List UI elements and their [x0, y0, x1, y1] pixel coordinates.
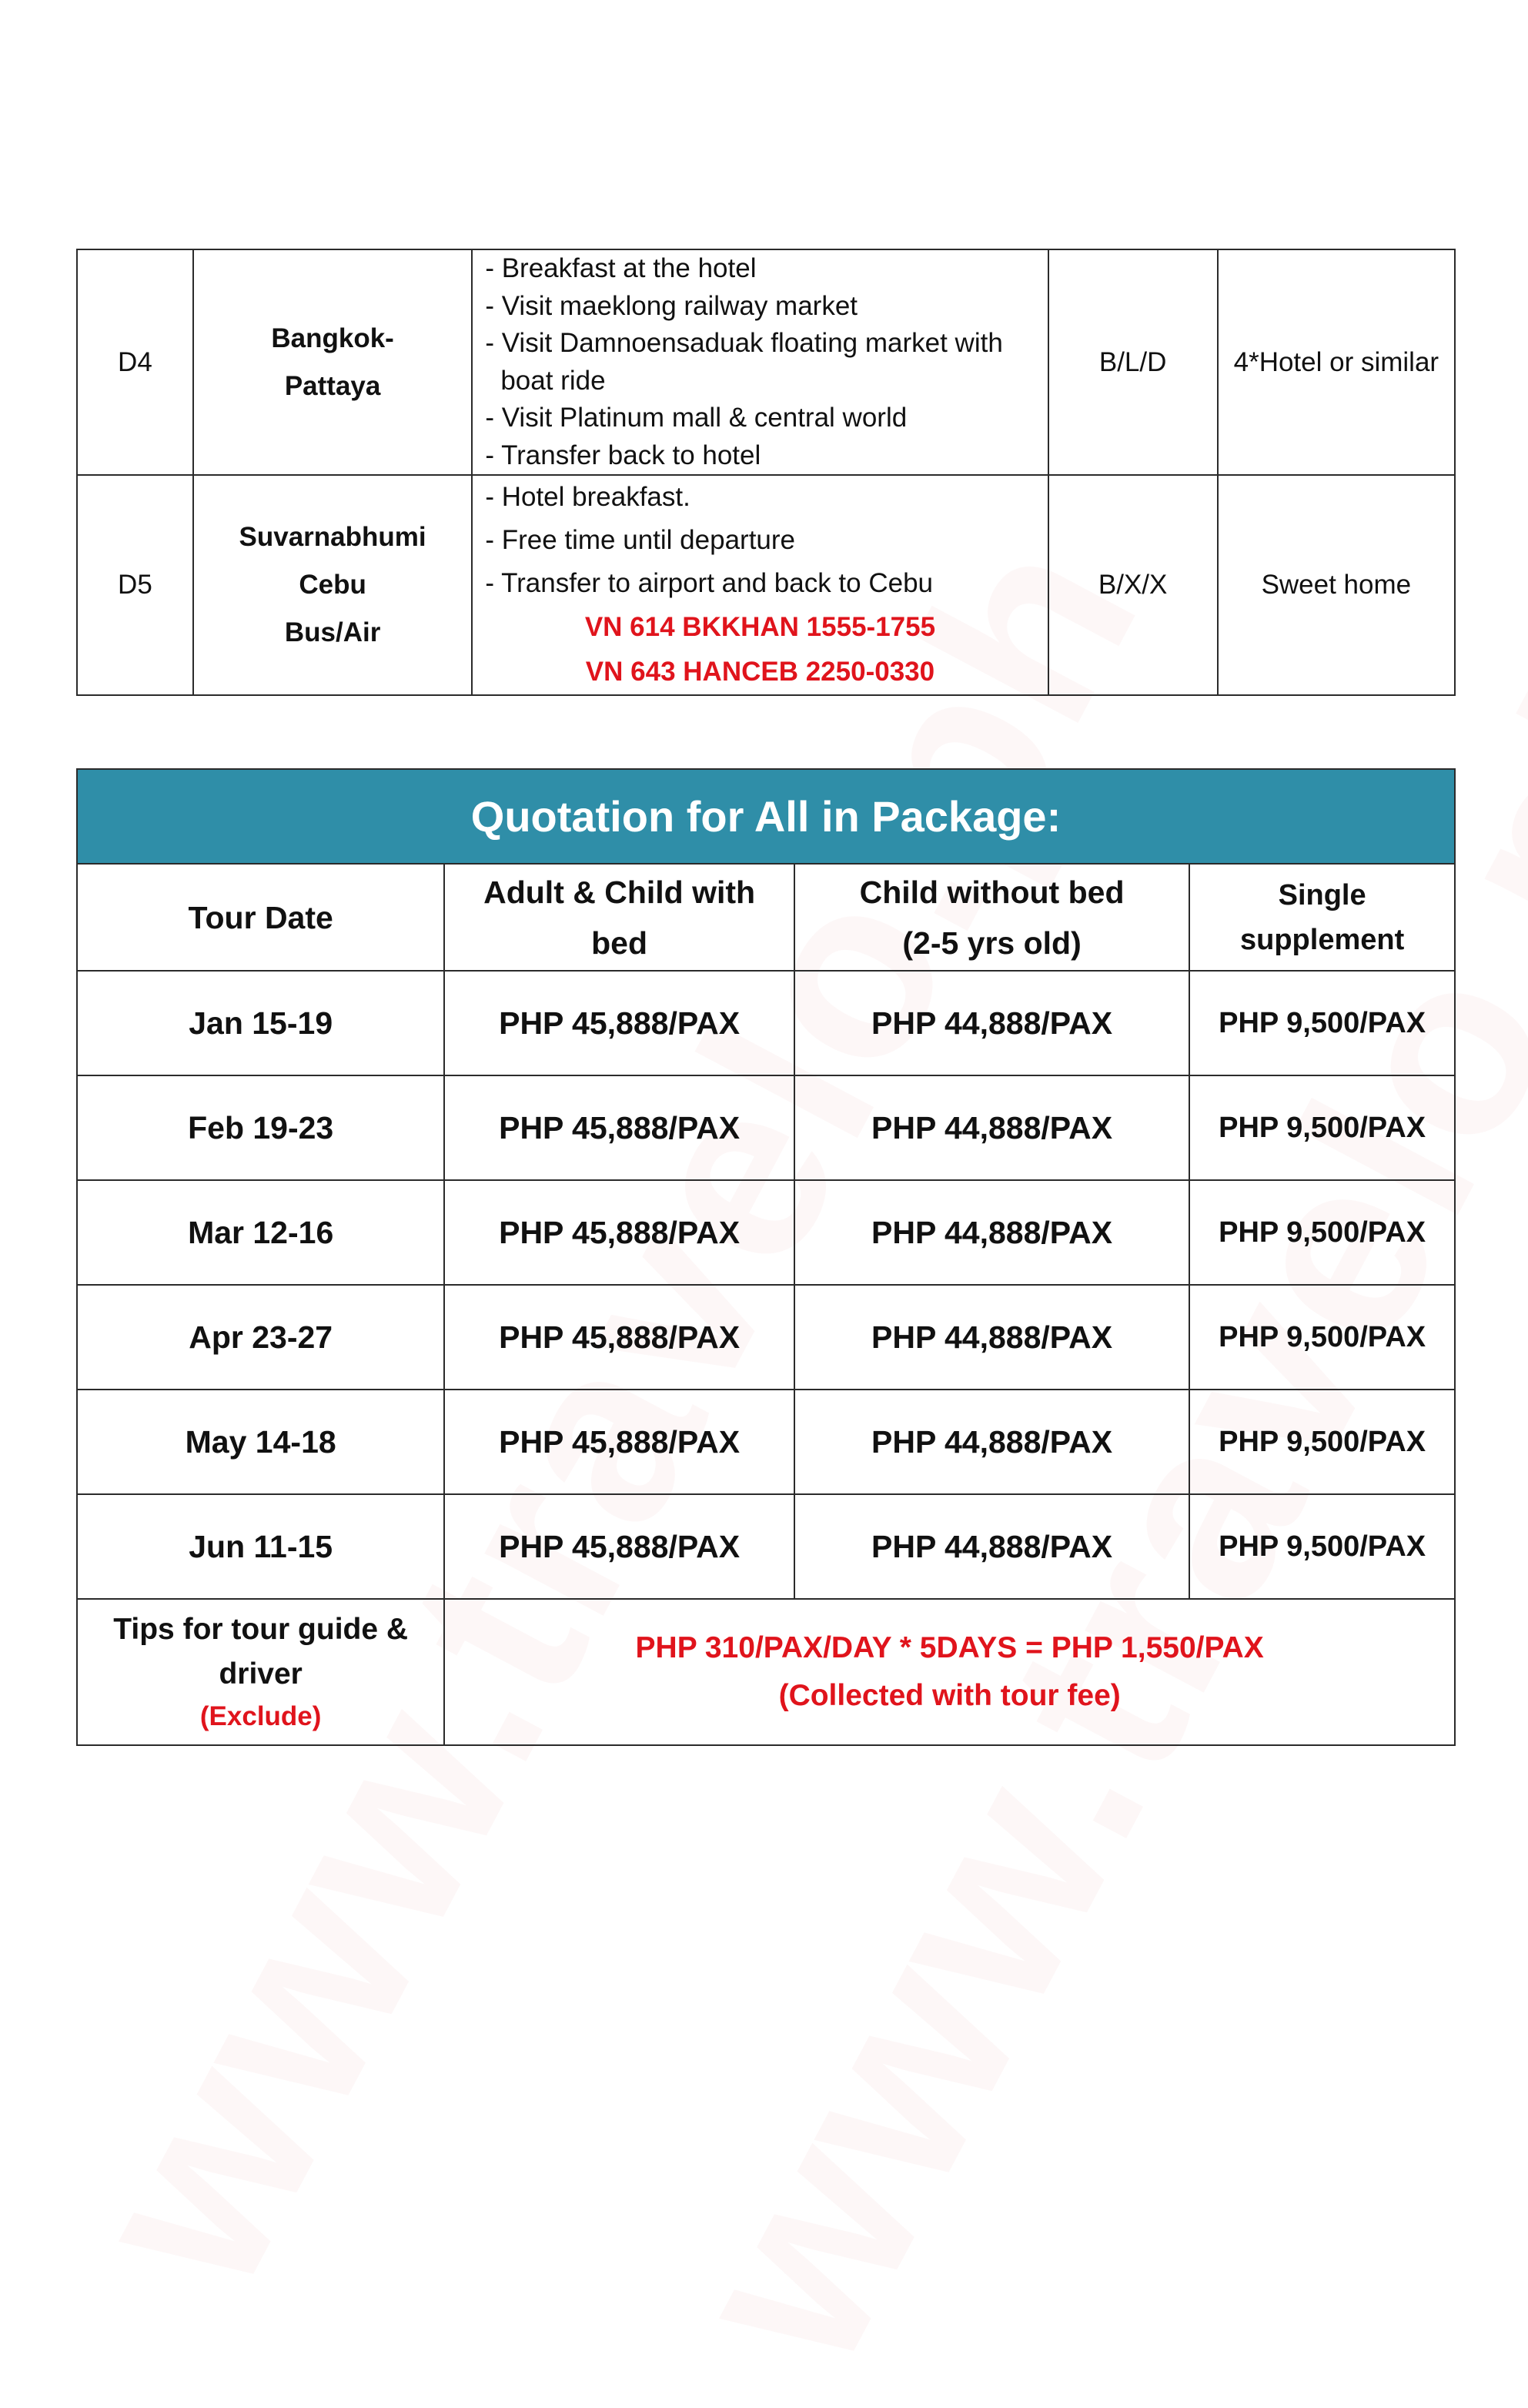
- flight-info: VN 614 BKKHAN 1555-1755: [584, 612, 936, 642]
- header-line: Single: [1278, 878, 1366, 911]
- tour-date: Feb 19-23: [77, 1075, 444, 1180]
- header-line: Child without bed: [859, 874, 1125, 910]
- tour-date: Mar 12-16: [77, 1180, 444, 1285]
- tips-note: (Collected with tour fee): [778, 1679, 1121, 1712]
- activity-item: boat ride: [500, 365, 606, 396]
- single-supplement-price: PHP 9,500/PAX: [1189, 971, 1455, 1075]
- tour-date: May 14-18: [77, 1390, 444, 1494]
- activity-item: - Visit Platinum mall & central world: [485, 403, 908, 433]
- activity-item: - Hotel breakfast.: [485, 482, 690, 512]
- single-supplement-price: PHP 9,500/PAX: [1189, 1494, 1455, 1599]
- table-row: [77, 971, 1455, 1075]
- child-price: PHP 44,888/PAX: [794, 1390, 1189, 1494]
- route-cell: [193, 475, 472, 695]
- tour-date: Apr 23-27: [77, 1285, 444, 1390]
- itinerary-table: [76, 249, 1456, 696]
- adult-price: PHP 45,888/PAX: [444, 1285, 794, 1390]
- header-line: (2-5 yrs old): [902, 925, 1082, 961]
- single-supplement-price: PHP 9,500/PAX: [1189, 1285, 1455, 1390]
- activities-cell: [472, 249, 1048, 475]
- child-price: PHP 44,888/PAX: [794, 1494, 1189, 1599]
- header-line: Adult & Child with: [483, 874, 756, 910]
- table-row: [77, 1180, 1455, 1285]
- column-header-single: [1189, 864, 1455, 971]
- column-header-tour-date: Tour Date: [77, 864, 444, 971]
- adult-price: PHP 45,888/PAX: [444, 1390, 794, 1494]
- route-cell: [193, 249, 472, 475]
- activity-item: - Visit maeklong railway market: [485, 290, 858, 321]
- table-row: [77, 1075, 1455, 1180]
- table-row: [77, 1494, 1455, 1599]
- meals-cell: B/X/X: [1048, 475, 1218, 695]
- tips-label-line: driver: [219, 1657, 303, 1691]
- child-price: PHP 44,888/PAX: [794, 1075, 1189, 1180]
- child-price: PHP 44,888/PAX: [794, 1180, 1189, 1285]
- quotation-table: [76, 768, 1456, 1746]
- tips-label-cell: [77, 1599, 444, 1745]
- column-header-adult: [444, 864, 794, 971]
- tour-date: Jan 15-19: [77, 971, 444, 1075]
- day-cell: D5: [77, 475, 193, 695]
- itinerary-row-d5: [77, 475, 1455, 695]
- flight-info: VN 643 HANCEB 2250-0330: [585, 657, 935, 687]
- tips-row: [77, 1599, 1455, 1745]
- route-line: Suvarnabhumi: [239, 522, 426, 552]
- activity-item: - Visit Damnoensaduak floating market with: [485, 328, 1003, 358]
- tips-label-line: Tips for tour guide &: [113, 1613, 409, 1646]
- route-line: Bangkok-: [271, 323, 394, 353]
- activity-item: - Free time until departure: [485, 525, 795, 555]
- adult-price: PHP 45,888/PAX: [444, 971, 794, 1075]
- itinerary-row-d4: [77, 249, 1455, 475]
- child-price: PHP 44,888/PAX: [794, 971, 1189, 1075]
- adult-price: PHP 45,888/PAX: [444, 1494, 794, 1599]
- single-supplement-price: PHP 9,500/PAX: [1189, 1390, 1455, 1494]
- meals-cell: B/L/D: [1048, 249, 1218, 475]
- single-supplement-price: PHP 9,500/PAX: [1189, 1180, 1455, 1285]
- tour-date: Jun 11-15: [77, 1494, 444, 1599]
- hotel-cell: 4*Hotel or similar: [1218, 249, 1455, 475]
- activity-item: - Breakfast at the hotel: [485, 253, 757, 283]
- single-supplement-price: PHP 9,500/PAX: [1189, 1075, 1455, 1180]
- tips-amount: PHP 310/PAX/DAY * 5DAYS = PHP 1,550/PAX: [635, 1631, 1264, 1664]
- route-line: Cebu: [299, 570, 366, 600]
- day-cell: D4: [77, 249, 193, 475]
- activity-item: - Transfer back to hotel: [485, 440, 761, 470]
- activities-cell: [472, 475, 1048, 695]
- quotation-title: Quotation for All in Package:: [77, 769, 1455, 864]
- tips-value-cell: [444, 1599, 1455, 1745]
- route-line: Pattaya: [284, 370, 381, 401]
- hotel-cell: Sweet home: [1218, 475, 1455, 695]
- adult-price: PHP 45,888/PAX: [444, 1180, 794, 1285]
- header-line: bed: [591, 925, 648, 961]
- activity-item: - Transfer to airport and back to Cebu: [485, 568, 934, 598]
- table-row: [77, 1285, 1455, 1390]
- adult-price: PHP 45,888/PAX: [444, 1075, 794, 1180]
- exclude-note: (Exclude): [199, 1701, 322, 1731]
- header-line: supplement: [1240, 923, 1405, 956]
- child-price: PHP 44,888/PAX: [794, 1285, 1189, 1390]
- quotation-header-row: [77, 864, 1455, 971]
- table-row: [77, 1390, 1455, 1494]
- column-header-child: [794, 864, 1189, 971]
- route-line: Bus/Air: [284, 617, 381, 647]
